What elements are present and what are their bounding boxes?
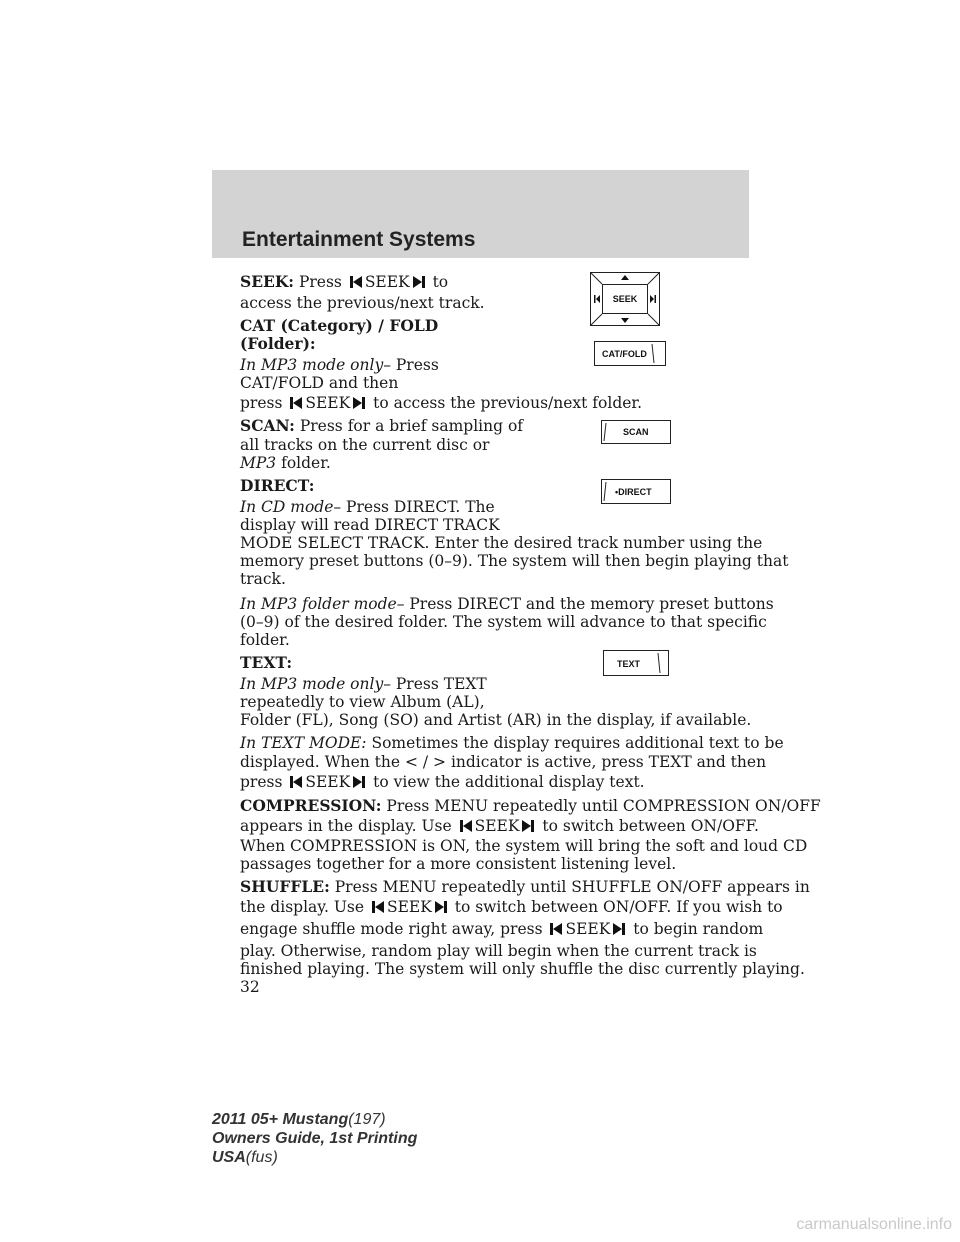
- text-run: – Press DIRECT. The: [333, 498, 495, 516]
- mode-label: In MP3 mode only: [240, 356, 384, 374]
- compression-line-1: [240, 796, 821, 816]
- compression-seek-line: [240, 816, 759, 836]
- textmode-line-1: [240, 733, 784, 753]
- text-run: to switch between ON/OFF. If you wish to: [454, 898, 783, 916]
- text-line: (0–9) of the desired folder. The system will advance to that specific: [240, 613, 767, 631]
- text-line: display will read DIRECT TRACK: [240, 516, 500, 534]
- seek-button-label: SEEK: [612, 294, 638, 304]
- text-run: – Press TEXT: [383, 675, 487, 693]
- footer-line-3: [212, 1148, 417, 1167]
- text-run: to view the additional display text.: [373, 773, 645, 791]
- footer-market-code: (fus): [245, 1149, 278, 1166]
- direct-mode-line: [240, 497, 495, 517]
- seek-next-icon: [413, 276, 425, 288]
- catfold-heading-1: CAT (Category) / FOLD: [240, 316, 439, 335]
- seek-label: SEEK:: [240, 272, 295, 291]
- text-line: finished playing. The system will only shuffle the disc currently playing.: [240, 960, 805, 978]
- seek-next-icon: [435, 901, 447, 913]
- scan-button-illustration: [601, 420, 671, 444]
- catfold-seek-line: [240, 393, 642, 413]
- compression-label: COMPRESSION:: [240, 796, 382, 815]
- text-line: track.: [240, 570, 286, 588]
- section-title: Entertainment Systems: [242, 228, 476, 251]
- text-run: to: [432, 273, 449, 291]
- seek-word: SEEK: [386, 898, 432, 916]
- shuffle-seek-line-1: [240, 897, 783, 917]
- text-line: folder.: [240, 631, 290, 649]
- mp3-label: MP3: [240, 454, 277, 472]
- footer-model: 2011 05+ Mustang: [212, 1111, 349, 1128]
- text-run: Press MENU repeatedly until COMPRESSION ON/OFF: [386, 797, 821, 815]
- text-run: engage shuffle mode right away, press: [240, 920, 543, 938]
- mode-label: In MP3 folder mode: [240, 595, 397, 613]
- seek-word: SEEK: [474, 817, 520, 835]
- mode-label: In MP3 mode only: [240, 675, 384, 693]
- seek-prev-icon: [372, 901, 384, 913]
- text-line: displayed. When the < / > indicator is active, press TEXT and then: [240, 753, 767, 771]
- text-run: Press for a brief sampling of: [299, 417, 524, 435]
- seek-next-icon: [522, 820, 534, 832]
- text-run: to begin random: [633, 920, 764, 938]
- text-line: play. Otherwise, random play will begin when the current track is: [240, 942, 757, 960]
- mode-label: In TEXT MODE:: [240, 734, 367, 752]
- seek-paragraph: [240, 272, 448, 292]
- seek-prev-icon: [290, 397, 302, 409]
- text-line: all tracks on the current disc or: [240, 436, 490, 454]
- scan-button-label: SCAN: [623, 427, 649, 437]
- text-run: appears in the display. Use: [240, 817, 452, 835]
- shuffle-label: SHUFFLE:: [240, 877, 330, 896]
- text-run: – Press DIRECT and the memory preset buttons: [396, 595, 774, 613]
- text-mode-line: [240, 674, 487, 694]
- catfold-button-label: CAT/FOLD: [602, 349, 647, 359]
- text-run: press: [240, 394, 283, 412]
- text-button-illustration: [603, 650, 669, 676]
- text-line: Folder (FL), Song (SO) and Artist (AR) in the display, if available.: [240, 711, 752, 729]
- seek-next-icon: [353, 397, 365, 409]
- catfold-button-illustration: [594, 341, 666, 366]
- scan-label: SCAN:: [240, 416, 295, 435]
- mode-label: In CD mode: [240, 498, 334, 516]
- text-line: memory preset buttons (0–9). The system will then begin playing that: [240, 552, 789, 570]
- folder-mode-line: [240, 594, 774, 614]
- text-run: to access the previous/next folder.: [373, 394, 643, 412]
- text-line: access the previous/next track.: [240, 294, 485, 312]
- textmode-seek-line: [240, 772, 645, 792]
- direct-button-illustration: [601, 479, 671, 504]
- text-run: press: [240, 773, 283, 791]
- scan-line-3: [240, 453, 331, 473]
- watermark-text: carmanualsonline.info: [796, 1216, 952, 1233]
- seek-prev-icon: [350, 276, 362, 288]
- scan-paragraph: [240, 416, 523, 436]
- seek-word: SEEK: [565, 920, 611, 938]
- text-run: to switch between ON/OFF.: [542, 817, 759, 835]
- text-run: the display. Use: [240, 898, 365, 916]
- seek-word: SEEK: [364, 273, 410, 291]
- footer-line-2: Owners Guide, 1st Printing: [212, 1130, 418, 1147]
- text-line: MODE SELECT TRACK. Enter the desired track number using the: [240, 534, 763, 552]
- footer-market: USA: [212, 1149, 246, 1166]
- text-run: – Press: [383, 356, 439, 374]
- text-button-label: TEXT: [617, 659, 641, 669]
- catfold-mode-line: [240, 355, 439, 375]
- shuffle-seek-line-2: [240, 919, 763, 939]
- seek-word: SEEK: [305, 394, 351, 412]
- text-line: passages together for a more consistent listening level.: [240, 855, 677, 873]
- catfold-heading-2: (Folder):: [240, 334, 316, 353]
- section-header: [212, 170, 749, 258]
- text-heading: TEXT:: [240, 653, 293, 672]
- text-line: When COMPRESSION is ON, the system will bring the soft and loud CD: [240, 837, 808, 855]
- text-run: Sometimes the display requires additional text to be: [366, 734, 784, 752]
- direct-button-label: •DIRECT: [615, 487, 652, 497]
- seek-word: SEEK: [305, 773, 351, 791]
- seek-next-icon: [613, 923, 625, 935]
- text-run: Press MENU repeatedly until SHUFFLE ON/OFF appears in: [334, 878, 810, 896]
- seek-next-icon: [353, 776, 365, 788]
- direct-heading: DIRECT:: [240, 476, 315, 495]
- seek-prev-icon: [460, 820, 472, 832]
- text-run: Press: [298, 273, 342, 291]
- footer-line-1: [212, 1110, 417, 1129]
- shuffle-line-1: [240, 877, 810, 897]
- text-run: folder.: [281, 454, 331, 472]
- footer-page-code: (197): [348, 1111, 386, 1128]
- seek-prev-icon: [290, 776, 302, 788]
- text-line: CAT/FOLD and then: [240, 374, 399, 392]
- page-number: 32: [240, 978, 260, 996]
- print-footer: [212, 1110, 417, 1167]
- seek-button-illustration: [590, 272, 660, 326]
- seek-prev-icon: [550, 923, 562, 935]
- text-line: repeatedly to view Album (AL),: [240, 693, 485, 711]
